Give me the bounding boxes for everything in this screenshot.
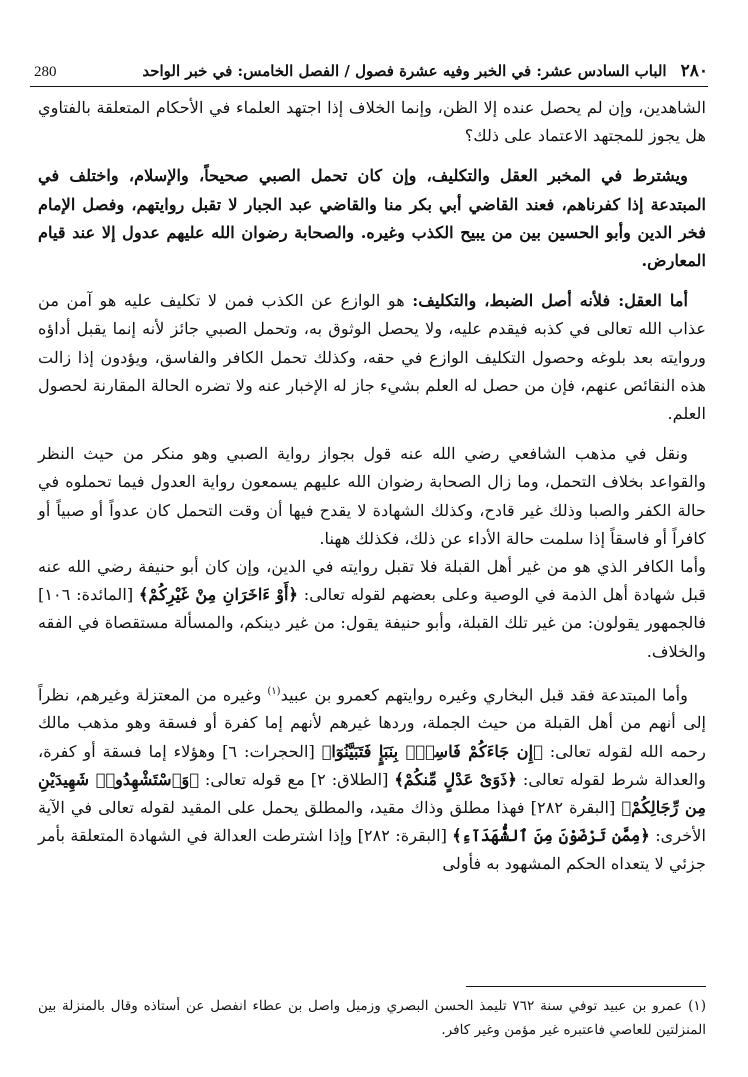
paragraph-6-text-a: وأما المبتدعة فقد قبل البخاري وغيره روايتهم كعمرو بن عبيد [280, 685, 688, 705]
paragraph-5-text-a: وأما الكافر الذي هو من غير أهل القبلة فلا تقبل روايته في الدين، وإن كان أبو حنيفة رضي الله عنه قبل شهادة أهل الذمة في الوصية وعلى بعضهم لقوله تعالى: [38, 557, 706, 605]
paragraph-3-text: هو الوازع عن الكذب فمن لا تكليف عليه هو آمن من عذاب الله تعالى في كذبه فيقدم عليه، ولا يحصل الوثوق به، وتحمل الصبي جائز لأنه إنما يقبل أداؤه وروايته بعد بلوغه وحصول التكليف الوازع في حقه، وكذلك تحمل الكافر والفاسق، ويؤدون إذا زالت هذه النقائص عنهم، فإن من حصل له العلم بشيء جاز له الإخبار عنه ولا تضره الحالة المقارنة لحصول العلم. [38, 291, 706, 424]
footnote-reference[interactable]: (١) [267, 685, 281, 697]
paragraph-5-text-b: [المائدة: ١٠٦] فالجمهور يقولون: من غير تلك القبلة، وأبو حنيفة يقول: من غير دينكم، والمسألة مستقصاة في الفقه والخلاف. [38, 585, 706, 661]
paragraph-6 [38, 678, 706, 879]
paragraph-3 [38, 287, 706, 428]
paragraph-5 [38, 553, 706, 666]
paragraph-6-text-d: [الطلاق: ٢] مع قوله تعالى: [198, 769, 395, 789]
page-number-arabic: ٢٨٠ [680, 61, 708, 81]
paragraph-3-lead: أما العقل: فلأنه أصل الضبط، والتكليف: [412, 291, 688, 311]
footnote [38, 994, 706, 1042]
paragraph-6-text-e: [البقرة ٢٨٢] فهذا مطلق وذاك مقيد، والمطلق يحمل على المقيد لقوله تعالى في الآية الأخرى: [38, 798, 707, 846]
quran-verse-5: ﴿مِمَّن تَرْضَوْنَ مِنَ ٱلشُّهَدَآءِ﴾ [452, 826, 650, 846]
page-number-latin: 280 [34, 64, 57, 80]
paragraph-6-text-c: [الحجرات: ٦] وهؤلاء إما فسقة أو كفرة، والعدالة شرط لقوله تعالى: [38, 741, 706, 789]
quran-verse-2: ﴿إِن جَاءَكُمْ فَاسِقُۢ بِنَبَإٍ فَتَبَيَّنُوٓا﴾ [321, 741, 543, 761]
paragraph-1: الشاهدين، وإن لم يحصل عنده إلا الظن، وإنما الخلاف إذا اجتهد العلماء في الأحكام المتعلقة بالفتاوي هل يجوز للمجتهد الاعتماد على ذلك؟ [38, 98, 706, 146]
paragraph-6-text-f: [البقرة: ٢٨٢] وإذا اشترطت العدالة في الشهادة المتعلقة بأمر جزئي لا يتعداه الحكم المشهود به فأولى [38, 826, 706, 874]
main-text [38, 94, 706, 879]
paragraph-2-matn: ويشترط في المخبر العقل والتكليف، وإن كان تحمل الصبي صحيحاً، والإسلام، واختلف في المبتدعة إذا كفرناهم، فعند القاضي أبي بكر منا والقاضي عبد الجبار لا تقبل روايتهم، وفصل الإمام فخر الدين وأبو الحسين بين من يبيح الكذب وغيره. والصحابة رضوان الله عليهم عدول إلا عند قيام المعارض. [38, 166, 706, 271]
paragraph-6-text-b: وغيره من المعتزلة وغيرهم، نظراً إلى أنهم من أهل القبلة من حيث الجملة، وردها غيرهم لأنهم إما كفرة أو فسقة وهو مذهب مالك رحمه الله لقوله تعالى: [38, 685, 706, 761]
paragraph-4: ونقل في مذهب الشافعي رضي الله عنه قول بجواز رواية الصبي وهو منكر من حيث النظر والقواعد بخلاف التحمل، وما زال الصحابة رضوان الله عليهم يسمعون رواية العدول فيما تحملوه في حالة الكفر والصبا وذلك غير قادح، وكذلك الشهادة لا يقدح فيها أن وقت التحمل كان عدواً أو صبياً أو كافراً أو فاسقاً إذا سلمت حالة الأداء عن ذلك، فكذلك ههنا. [38, 444, 706, 548]
running-header [30, 56, 708, 87]
chapter-title: الباب السادس عشر: في الخبر وفيه عشرة فصول / الفصل الخامس: في خبر الواحد [142, 62, 667, 80]
quran-verse-1: ﴿أَوْ ءَاخَرَانِ مِنْ غَيْرِكُمْ﴾ [138, 585, 299, 605]
footnote-marker: (١) [688, 998, 707, 1014]
quran-verse-3: ﴿ذَوَىْ عَدْلٍ مِّنكُمْ﴾ [394, 769, 517, 789]
header-title-group [142, 61, 708, 86]
footnote-text: عمرو بن عبيد توفي سنة ٧٦٢ تليمذ الحسن البصري وزميل واصل بن عطاء انفصل عن أستاذه وقال بالمنزلة بين المنزلتين للعاصي فاعتبره غير مؤمن وغير كافر. [38, 998, 706, 1038]
footnote-divider [466, 986, 706, 987]
quran-verse-4: ﴿وَٱسْتَشْهِدُوا۟ شَهِيدَيْنِ مِن رِّجَالِكُمْ﴾ [38, 769, 706, 818]
